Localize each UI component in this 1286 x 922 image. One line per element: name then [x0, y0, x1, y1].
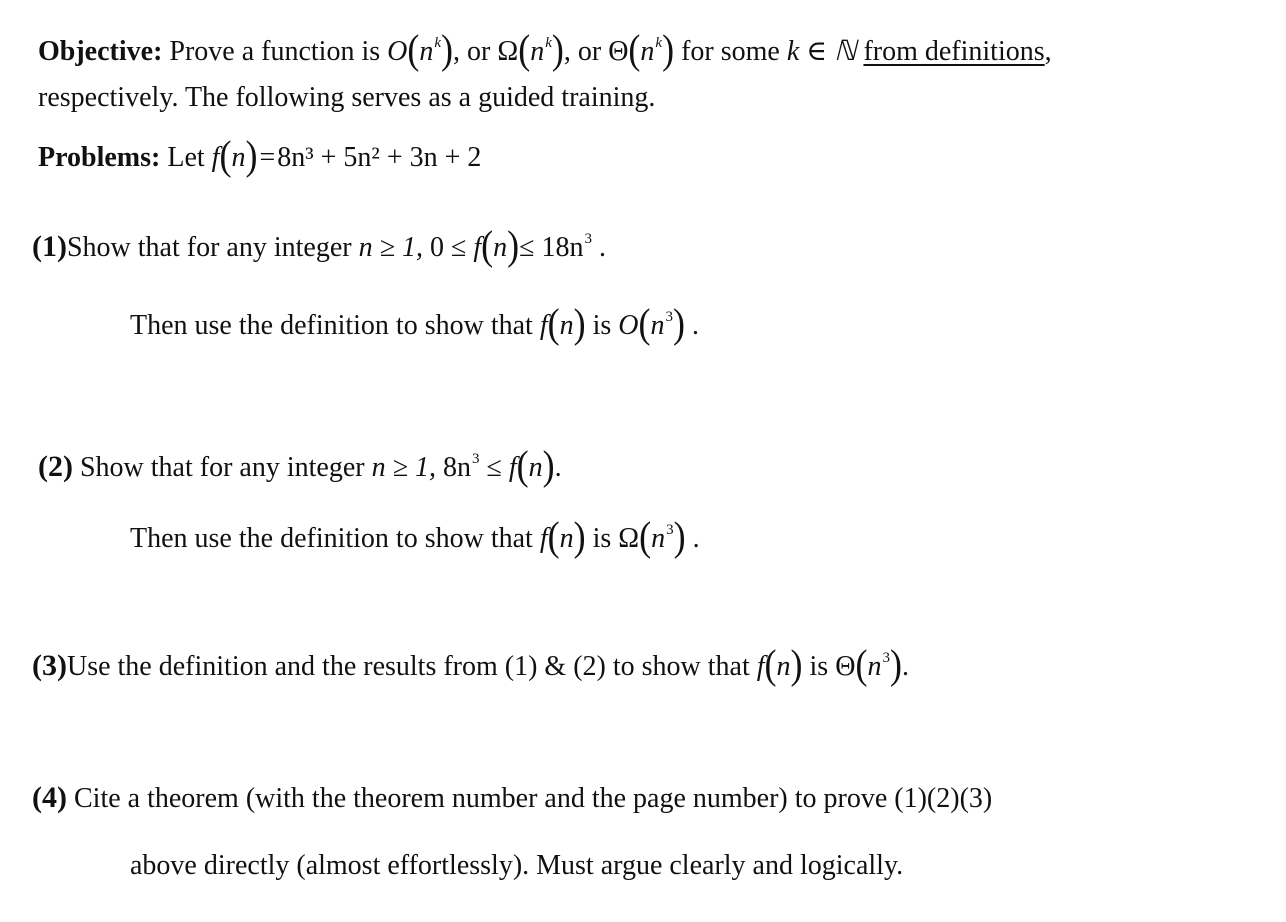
k-exponent: k [434, 35, 442, 51]
is-text: is [592, 310, 612, 341]
n-var: n [528, 452, 543, 483]
paren-open: ( [628, 26, 641, 73]
problem-3-label: (3) [32, 649, 67, 682]
theta-symbol: Θ [835, 651, 856, 682]
paren-open: ( [547, 513, 560, 559]
problem-2-condition: n ≥ 1, [371, 452, 436, 483]
paren-open: ( [516, 442, 529, 488]
paren-close: ) [551, 26, 564, 73]
exponent: 3 [584, 231, 592, 247]
is-text: is [592, 523, 612, 554]
paren-open: ( [764, 641, 777, 687]
paren-open: ( [639, 513, 652, 559]
paren-open: ( [547, 300, 560, 346]
problem-4-label: (4) [32, 781, 67, 814]
omega-symbol: Ω [497, 36, 519, 67]
f-symbol: f [508, 452, 517, 483]
n-var: n [559, 310, 574, 341]
problem-1-ineq-lhs: 0 ≤ [429, 232, 467, 263]
problem-1-statement [32, 222, 606, 270]
paren-close: ) [245, 132, 258, 178]
f-symbol: f [756, 651, 765, 682]
n-var: n [776, 651, 791, 682]
from-definitions-text: from definitions [863, 36, 1045, 67]
theta-symbol: Θ [608, 36, 629, 67]
n-var: n [530, 36, 545, 67]
paren-close: ) [662, 26, 675, 73]
problem-1-then [130, 300, 700, 348]
big-o-symbol: O [618, 310, 639, 341]
n-var: n [640, 36, 655, 67]
problem-1-text: Show that for any integer [66, 232, 352, 263]
paren-open: ( [855, 641, 868, 687]
exponent: 3 [882, 650, 890, 666]
k-exponent: k [545, 35, 552, 51]
paren-close: ) [673, 513, 686, 559]
paren-close: ) [542, 442, 555, 488]
problem-3-statement [32, 641, 909, 689]
paren-close: ) [573, 513, 586, 559]
problem-3-text: Use the definition and the results from (1) & (2) to show that [66, 651, 750, 682]
period: . [554, 452, 562, 483]
problem-1-label: (1) [32, 230, 67, 263]
f-symbol: f [473, 232, 482, 263]
problem-1-condition: n ≥ 1, [358, 232, 423, 263]
problems-line [38, 132, 482, 178]
period: . [901, 651, 909, 682]
paren-open: ( [481, 222, 494, 268]
k-in-n: k ∈ ℕ [786, 36, 857, 67]
equals: = [259, 142, 276, 173]
problem-2-label: (2) [38, 450, 73, 483]
n-var: n [419, 36, 434, 67]
period: . [598, 232, 606, 263]
n-var: n [493, 232, 508, 263]
paren-close: ) [790, 641, 803, 687]
problem-2-then [130, 513, 700, 561]
problem-2-ineq-lhs: 8n [442, 452, 471, 483]
problem-4-line-1: Cite a theorem (with the theorem number and the page number) to prove (1)(2)(3) [73, 783, 993, 814]
paren-open: ( [407, 26, 420, 73]
paren-close: ) [573, 300, 586, 346]
period: . [692, 523, 700, 554]
paren-close: ) [507, 222, 520, 268]
period: . [692, 310, 700, 341]
problem-4-line-2: above directly (almost effortlessly). Must argue clearly and logically. [130, 850, 904, 881]
objective-label: Objective: [38, 36, 163, 67]
problems-label: Problems: [38, 142, 161, 173]
n-var: n [651, 523, 666, 554]
exponent: 3 [471, 451, 480, 467]
comma: , [1044, 36, 1052, 67]
or-text: , or [453, 36, 491, 67]
exponent: 3 [665, 309, 674, 325]
n-var: n [650, 310, 665, 341]
problem-2-statement [38, 442, 562, 490]
objective-line-2: respectively. The following serves as a guided training. [38, 82, 656, 113]
or-text: , or [563, 36, 602, 67]
n-var: n [867, 651, 882, 682]
f-definition: 8n³ + 5n² + 3n + 2 [277, 142, 482, 173]
is-text: is [809, 651, 829, 682]
for-some-text: for some [681, 36, 780, 67]
big-o-symbol: O [387, 36, 408, 67]
f-symbol: f [211, 142, 220, 173]
leq: ≤ [486, 452, 502, 483]
problem-1-ineq-rhs: ≤ 18n [519, 232, 584, 263]
paren-close: ) [673, 300, 686, 346]
omega-symbol: Ω [618, 523, 640, 554]
objective-line [38, 26, 1052, 74]
n-var: n [559, 523, 574, 554]
paren-open: ( [219, 132, 232, 178]
f-symbol: f [539, 310, 548, 341]
k-exponent: k [655, 35, 663, 51]
problem-2-then-text: Then use the definition to show that [130, 523, 533, 554]
problem-2-text: Show that for any integer [79, 452, 365, 483]
paren-open: ( [518, 26, 531, 73]
problem-4-statement [32, 780, 992, 817]
problem-1-then-text: Then use the definition to show that [130, 310, 533, 341]
paren-open: ( [638, 300, 651, 346]
paren-close: ) [889, 641, 902, 687]
f-symbol: f [539, 523, 548, 554]
exponent: 3 [666, 522, 674, 538]
let-text: Let [167, 142, 205, 173]
n-var: n [231, 142, 246, 173]
paren-close: ) [441, 26, 454, 73]
objective-text: Prove a function is [169, 36, 381, 67]
